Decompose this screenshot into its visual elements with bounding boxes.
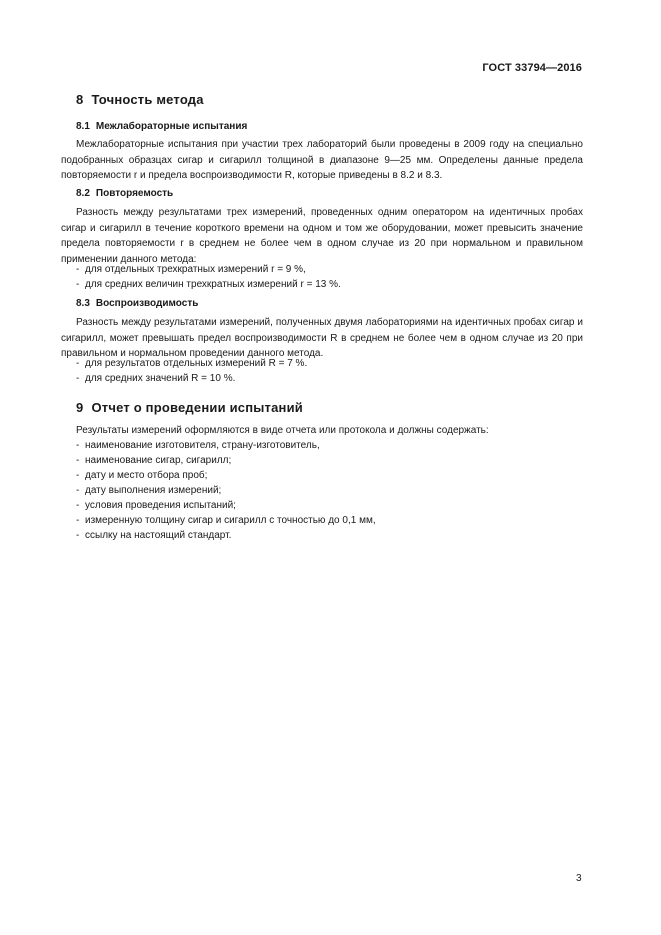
list-item: - условия проведения испытаний; bbox=[76, 500, 236, 511]
list-item: - для средних величин трехкратных измерений r = 13 %. bbox=[76, 279, 341, 290]
list-item: - для отдельных трехкратных измерений r = 9 %, bbox=[76, 264, 306, 275]
subsection-8-2-heading bbox=[76, 188, 173, 199]
section-9-intro: Результаты измерений оформляются в виде отчета или протокола и должны содержать: bbox=[76, 425, 489, 436]
subsection-number: 8.3 bbox=[76, 298, 90, 309]
list-item: - дату выполнения измерений; bbox=[76, 485, 222, 496]
subsection-number: 8.1 bbox=[76, 121, 90, 132]
subsection-8-1-text: Межлабораторные испытания при участии трех лабораторий были проведены в 2009 году на специально подобранных образцах сигар и сигарилл толщиной в диапазоне 9—25 мм. Определены данные предела повторяемости r и предела воспроизводимости R, которые приведены в 8.2 и 8.3. bbox=[61, 139, 583, 181]
list-item: - дату и место отбора проб; bbox=[76, 470, 208, 481]
list-item: - для средних значений R = 10 %. bbox=[76, 373, 236, 384]
list-item: - наименование изготовителя, страну-изготовитель, bbox=[76, 440, 320, 451]
subsection-title: Повторяемость bbox=[95, 188, 174, 199]
subsection-title: Межлабораторные испытания bbox=[95, 121, 248, 132]
subsection-number: 8.2 bbox=[76, 188, 90, 199]
section-title: Точность метода bbox=[91, 92, 204, 107]
subsection-8-3-text: Разность между результатами измерений, полученных двумя лабораториями на идентичных пробах сигар и сигарилл, может превышать предел воспроизводимости R в среднем не более чем в одном случае из 20 при правильном и нормальном проведении данного метода. bbox=[61, 317, 583, 359]
section-title: Отчет о проведении испытаний bbox=[91, 400, 303, 415]
page-number: 3 bbox=[576, 873, 582, 884]
section-number: 9 bbox=[76, 400, 84, 415]
reproducibility-list bbox=[76, 356, 307, 386]
subsection-title: Воспроизводимость bbox=[95, 298, 199, 309]
subsection-8-3-heading bbox=[76, 298, 198, 309]
section-number: 8 bbox=[76, 92, 84, 107]
section-8-heading bbox=[76, 92, 204, 107]
section-9-heading bbox=[76, 400, 303, 415]
list-item: - измеренную толщину сигар и сигарилл с точностью до 0,1 мм, bbox=[76, 515, 376, 526]
subsection-8-1-heading bbox=[76, 121, 247, 132]
list-item: - для результатов отдельных измерений R = 7 %. bbox=[76, 358, 308, 369]
repeatability-list bbox=[76, 262, 341, 292]
subsection-8-2-text: Разность между результатами трех измерений, проведенных одним оператором на идентичных пробах сигар и сигарилл в течение короткого времени на одном и том же оборудовании, может превысить значение предела повторяемости r в среднем не более чем в одном случае из 20 при нормальном и правильном применении данного метода: bbox=[61, 207, 583, 265]
document-code: ГОСТ 33794—2016 bbox=[482, 62, 582, 74]
list-item: - наименование сигар, сигарилл; bbox=[76, 455, 232, 466]
report-contents-list bbox=[76, 438, 376, 543]
list-item: - ссылку на настоящий стандарт. bbox=[76, 530, 232, 541]
